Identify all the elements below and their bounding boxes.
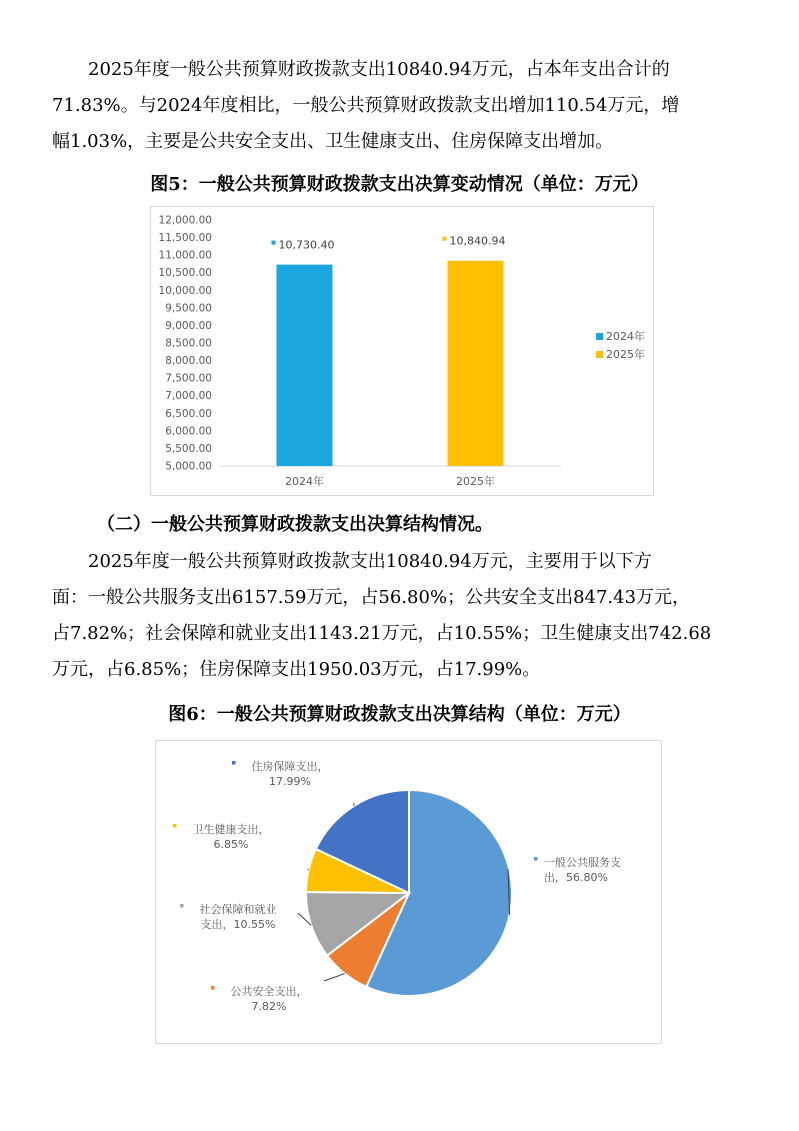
data-label: 10,840.94: [449, 234, 506, 248]
y-tick-label: 8,500.00: [165, 337, 212, 350]
slice-label: 社会保障和就业: [199, 903, 277, 916]
y-tick-label: 11,500.00: [158, 232, 212, 245]
bar: [448, 261, 504, 466]
label-key: [211, 986, 215, 990]
y-tick-label: 10,500.00: [158, 267, 212, 280]
figure-5-title: 图5：一般公共预算财政拨款支出决算变动情况（单位：万元）: [150, 174, 649, 195]
y-tick-label: 9,000.00: [165, 319, 212, 332]
data-label: 10,730.40: [278, 238, 335, 252]
pie-chart-box: [155, 740, 662, 1044]
y-tick-label: 5,500.00: [165, 442, 212, 455]
bar-chart-box: [150, 206, 654, 496]
y-tick-label: 6,000.00: [165, 425, 212, 438]
intro-paragraph: [52, 52, 752, 160]
slice-label: 一般公共服务支: [544, 856, 621, 869]
legend-swatch: [596, 351, 603, 358]
slice-label: 7.82%: [251, 1000, 287, 1013]
section-2-heading: （二）一般公共预算财政拨款支出决算结构情况。: [97, 514, 493, 535]
y-tick-label: 9,500.00: [165, 302, 212, 315]
figure-6-title: 图6：一般公共预算财政拨款支出决算结构（单位：万元）: [168, 704, 631, 725]
y-tick-label: 5,000.00: [165, 460, 212, 473]
intro-line-1: 2025年度一般公共预算财政拨款支出10840.94万元，占本年支出合计的: [88, 59, 670, 80]
y-tick-label: 6,500.00: [165, 407, 212, 420]
pie-chart: [156, 741, 661, 1043]
y-tick-label: 8,000.00: [165, 355, 212, 368]
label-key: [173, 824, 177, 828]
x-tick-label: 2025年: [456, 475, 495, 488]
data-label-key: [272, 241, 276, 245]
slice-label: 6.85%: [213, 838, 249, 851]
bar: [277, 265, 333, 466]
x-tick-label: 2024年: [285, 475, 324, 488]
slice-label: 17.99%: [269, 775, 311, 788]
leader-line: [308, 869, 309, 870]
label-key: [232, 761, 236, 765]
structure-paragraph: [52, 544, 752, 688]
structure-line-2: 面：一般公共服务支出6157.59万元，占56.80%；公共安全支出847.43万元，: [52, 587, 691, 608]
legend-label: 2025年: [606, 348, 645, 361]
slice-label: 住房保障支出，: [251, 760, 329, 773]
y-tick-label: 7,000.00: [165, 390, 212, 403]
slice-label: 出，56.80%: [544, 871, 608, 884]
legend-swatch: [596, 333, 603, 340]
label-key: [534, 857, 538, 861]
slice-label: 支出，10.55%: [200, 918, 276, 931]
label-key: [180, 904, 184, 908]
bar-chart: [151, 207, 653, 495]
y-tick-label: 10,000.00: [158, 284, 212, 297]
y-tick-label: 12,000.00: [158, 214, 212, 227]
structure-line-1: 2025年度一般公共预算财政拨款支出10840.94万元，主要用于以下方: [88, 551, 652, 572]
leader-line: [324, 974, 345, 981]
slice-label: 公共安全支出，: [230, 985, 308, 998]
structure-line-4: 万元，占6.85%；住房保障支出1950.03万元，占17.99%。: [52, 659, 541, 680]
data-label-key: [443, 237, 447, 241]
y-tick-label: 7,500.00: [165, 372, 212, 385]
slice-label: 卫生健康支出，: [192, 823, 270, 836]
intro-line-2: 71.83%。与2024年度相比，一般公共预算财政拨款支出增加110.54万元，增: [52, 95, 680, 116]
structure-line-3: 占7.82%；社会保障和就业支出1143.21万元，占10.55%；卫生健康支出742.68: [52, 623, 712, 644]
legend-label: 2024年: [606, 330, 645, 343]
y-tick-label: 11,000.00: [158, 249, 212, 262]
intro-line-3: 幅1.03%，主要是公共安全支出、卫生健康支出、住房保障支出增加。: [52, 131, 614, 152]
